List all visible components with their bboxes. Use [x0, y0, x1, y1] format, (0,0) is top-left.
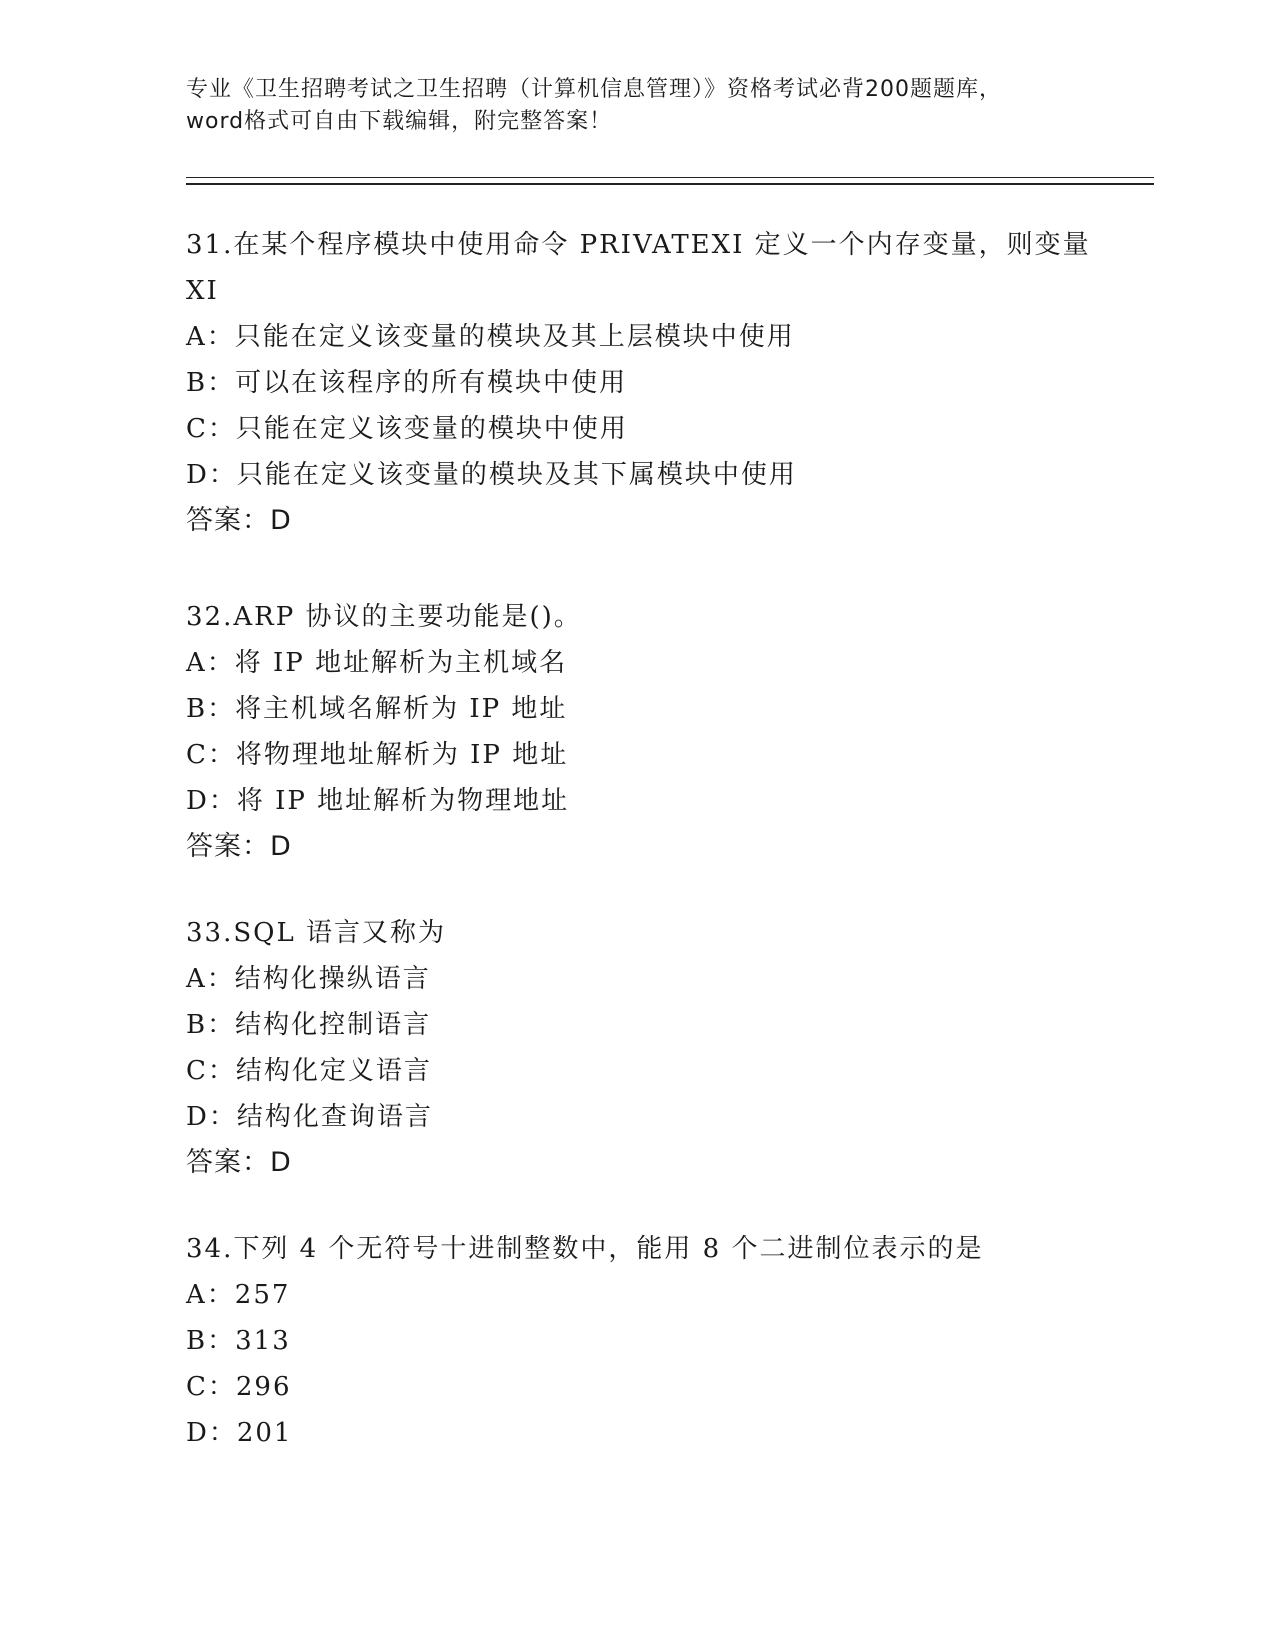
answer-key: 答案：D: [186, 1147, 292, 1178]
option-b: B：结构化控制语言: [186, 1010, 432, 1040]
option-c: C：只能在定义该变量的模块中使用: [186, 414, 628, 444]
answer-key: 答案：D: [186, 505, 292, 536]
question-stem: 34.下列 4 个无符号十进制整数中，能用 8 个二进制位表示的是: [186, 1234, 984, 1264]
question-31: [186, 222, 1091, 544]
document-header: [186, 74, 1086, 138]
question-stem-continued: XI: [186, 276, 219, 306]
option-a: A：257: [186, 1280, 291, 1310]
option-a: A：将 IP 地址解析为主机域名: [186, 648, 568, 678]
header-line-1: 专业《卫生招聘考试之卫生招聘（计算机信息管理）》资格考试必背200题题库，: [186, 77, 1002, 102]
option-d: D：将 IP 地址解析为物理地址: [186, 786, 570, 816]
question-34: [186, 1226, 1086, 1456]
header-divider-bottom: [186, 183, 1154, 185]
question-33: [186, 910, 1086, 1186]
option-b: B：可以在该程序的所有模块中使用: [186, 368, 628, 398]
question-32: [186, 594, 1086, 870]
answer-key: 答案：D: [186, 831, 292, 862]
option-a: A：结构化操纵语言: [186, 964, 431, 994]
header-divider-top: [186, 177, 1154, 178]
question-stem: 32.ARP 协议的主要功能是()。: [186, 602, 582, 632]
option-b: B：313: [186, 1326, 291, 1356]
question-stem: 33.SQL 语言又称为: [186, 918, 447, 948]
option-a: A：只能在定义该变量的模块及其上层模块中使用: [186, 322, 795, 352]
question-stem: 31.在某个程序模块中使用命令 PRIVATEXI 定义一个内存变量，则变量: [186, 230, 1091, 260]
option-d: D：只能在定义该变量的模块及其下属模块中使用: [186, 460, 797, 490]
option-c: C：将物理地址解析为 IP 地址: [186, 740, 569, 770]
option-c: C：结构化定义语言: [186, 1056, 432, 1086]
option-b: B：将主机域名解析为 IP 地址: [186, 694, 568, 724]
header-line-2: word格式可自由下载编辑，附完整答案！: [186, 109, 613, 134]
option-d: D：201: [186, 1418, 293, 1448]
option-c: C：296: [186, 1372, 292, 1402]
option-d: D：结构化查询语言: [186, 1102, 433, 1132]
